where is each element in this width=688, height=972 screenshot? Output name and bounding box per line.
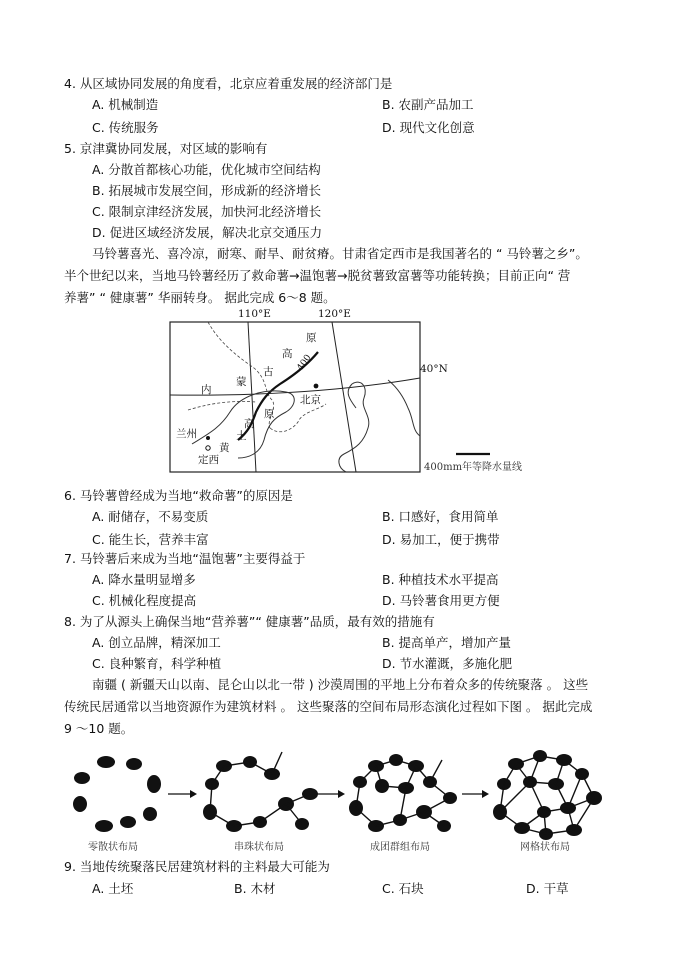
- label-beijing: 北京: [300, 394, 321, 406]
- q5-option-b: B. 拓展城市发展空间，形成新的经济增长: [92, 183, 322, 198]
- passage1-line3: 养薯” “ 健康薯” 华丽转身。 据此完成 6～8 题。: [64, 290, 336, 305]
- q4-option-d: D. 现代文化创意: [382, 120, 475, 135]
- q4-option-c: C. 传统服务: [92, 120, 159, 135]
- beijing-dot: [314, 384, 319, 389]
- q4-option-b: B. 农副产品加工: [382, 97, 474, 112]
- map-figure: [168, 308, 528, 478]
- q9-option-c: C. 石块: [382, 881, 424, 896]
- passage2-line1: 南疆 ( 新疆天山以南、昆仑山以北一带 ) 沙漠周围的平地上分布着众多的传统聚落 。 这些: [92, 677, 589, 692]
- coastline-north: [388, 380, 420, 436]
- caption-scattered: 零散状布局: [88, 842, 138, 853]
- passage2-line3: 9 ～10 题。: [64, 721, 134, 736]
- caption-cluster: 成团群组布局: [370, 842, 430, 853]
- label-gao-2: 高: [244, 418, 255, 430]
- label-lanzhou: 兰州: [176, 428, 197, 440]
- label-isohyet-400: 400: [295, 353, 314, 373]
- q7-option-c: C. 机械化程度提高: [92, 593, 197, 608]
- label-40n: 40°N: [420, 363, 448, 375]
- passage1-line2: 半个世纪以来，当地马铃薯经历了救命薯→温饱薯→脱贫薯致富薯等功能转换；目前正向“ 营: [64, 268, 571, 283]
- q6-option-d: D. 易加工，便于携带: [382, 532, 500, 547]
- passage2-line2: 传统民居通常以当地资源作为建筑材料 。 这些聚落的空间布局形态演化过程如下图 。 据此完成: [64, 699, 593, 714]
- q6-option-c: C. 能生长，营养丰富: [92, 532, 209, 547]
- label-yuan-1: 原: [306, 332, 317, 344]
- q7-option-d: D. 马铃薯食用更方便: [382, 593, 500, 608]
- label-gu: 古: [263, 366, 274, 378]
- q5-stem: 5. 京津冀协同发展，对区域的影响有: [64, 141, 268, 156]
- q5-option-a: A. 分散首都核心功能，优化城市空间结构: [92, 162, 321, 177]
- label-dingxi: 定西: [198, 454, 219, 466]
- province-boundary-2: [270, 404, 326, 432]
- label-110e: 110°E: [238, 308, 271, 320]
- q9-stem: 9. 当地传统聚落民居建筑材料的主料最大可能为: [64, 859, 330, 874]
- q8-option-d: D. 节水灌溉，多施化肥: [382, 656, 513, 671]
- lanzhou-dot: [206, 436, 210, 440]
- layout-scattered: [73, 756, 161, 832]
- caption-grid: 网格状布局: [520, 842, 570, 853]
- q4-stem: 4. 从区域协同发展的角度看，北京应着重发展的经济部门是: [64, 76, 393, 91]
- arrow-1: [168, 790, 197, 798]
- label-yuan-2: 原: [264, 408, 275, 420]
- label-meng: 蒙: [236, 376, 247, 388]
- layout-cluster: [349, 754, 457, 832]
- q8-option-c: C. 良种繁育，科学种植: [92, 656, 222, 671]
- grid-links: [500, 756, 594, 834]
- q7-stem: 7. 马铃薯后来成为当地“温饱薯”主要得益于: [64, 551, 306, 566]
- label-huang: 黄: [219, 442, 230, 454]
- caption-bead-string: 串珠状布局: [234, 842, 284, 853]
- q7-option-b: B. 种植技术水平提高: [382, 572, 499, 587]
- label-120e: 120°E: [318, 308, 351, 320]
- province-boundary-3: [188, 401, 256, 410]
- dingxi-dot: [206, 446, 210, 450]
- q9-option-d: D. 干草: [526, 881, 569, 896]
- q6-option-a: A. 耐储存，不易变质: [92, 509, 209, 524]
- q5-option-c: C. 限制京津经济发展，加快河北经济增长: [92, 204, 322, 219]
- label-nei: 内: [201, 384, 212, 396]
- q5-option-d: D. 促进区域经济发展，解决北京交通压力: [92, 225, 323, 240]
- label-tu: 土: [236, 430, 247, 442]
- q4-option-a: A. 机械制造: [92, 97, 159, 112]
- meridian-110: [248, 322, 256, 472]
- q7-option-a: A. 降水量明显增多: [92, 572, 196, 587]
- q8-stem: 8. 为了从源头上确保当地“营养薯”“ 健康薯”品质，最有效的措施有: [64, 614, 435, 629]
- settlement-diagram: [64, 742, 624, 854]
- arrow-2: [318, 790, 345, 798]
- q8-option-b: B. 提高单产，增加产量: [382, 635, 512, 650]
- label-gao-1: 高: [282, 348, 293, 360]
- q6-option-b: B. 口感好，食用简单: [382, 509, 499, 524]
- passage1-line1: 马铃薯喜光、喜冷凉，耐寒、耐旱、耐贫瘠。甘肃省定西市是我国著名的 “ 马铃薯之乡”。: [92, 246, 588, 261]
- q9-option-a: A. 土坯: [92, 881, 134, 896]
- q9-option-b: B. 木材: [234, 881, 276, 896]
- layout-grid: [493, 750, 602, 840]
- q6-stem: 6. 马铃薯曾经成为当地“救命薯”的原因是: [64, 488, 293, 503]
- map-legend-text: 400mm年等降水量线: [424, 462, 523, 473]
- q8-option-a: A. 创立品牌，精深加工: [92, 635, 221, 650]
- arrow-3: [462, 790, 489, 798]
